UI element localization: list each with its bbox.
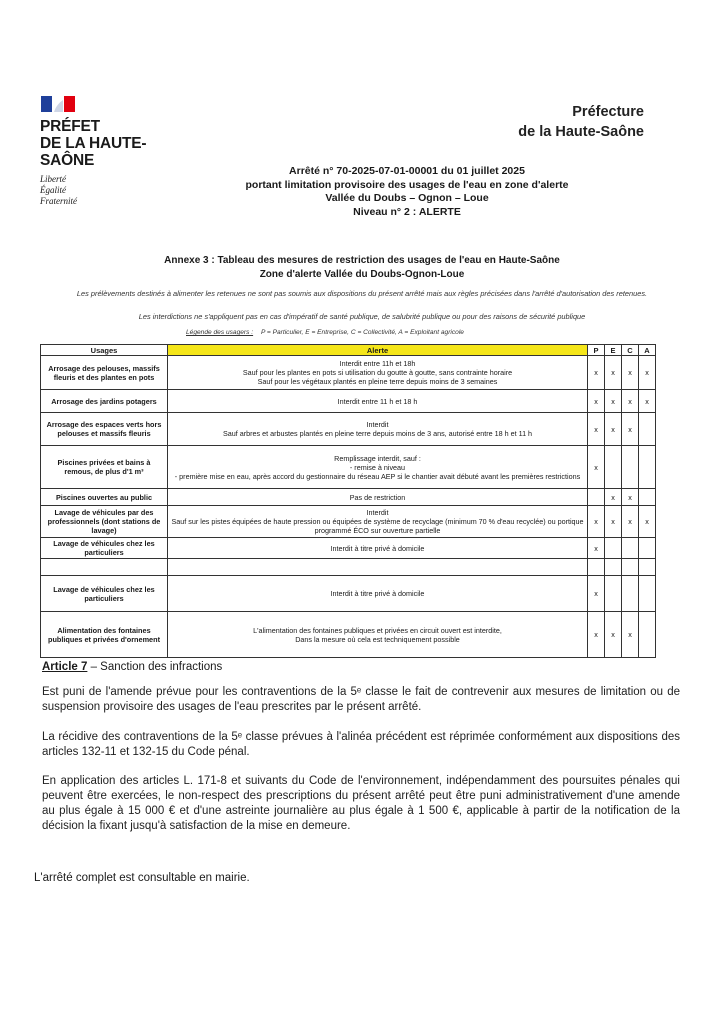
flag-c (622, 538, 639, 559)
flag-a: x (639, 390, 656, 413)
flag-c (622, 446, 639, 489)
flag-p (588, 489, 605, 506)
measure-cell: Remplissage interdit, sauf : - remise à niveau - première mise en eau, après accord du gestionnaire du réseau AEP si le chantier avait débuté avant les premières restrictions (168, 446, 588, 489)
arrete-title: Arrêté n° 70-2025-07-01-00001 du 01 juillet 2025 portant limitation provisoire des usages de l'eau en zone d'alerte Vallée du Doubs – Ognon – Loue Niveau n° 2 : ALERTE (245, 165, 569, 218)
flag-e (605, 446, 622, 489)
note-interdictions: Les interdictions ne s'appliquent pas en cas d'impératif de santé publique, de salubrité publique ou pour des raisons de sécurité publique (138, 312, 586, 321)
flag-e: x (605, 356, 622, 390)
table-row (41, 506, 656, 538)
usage-cell: Lavage de véhicules par des professionnels (dont stations de lavage) (41, 506, 168, 538)
measure-cell: Pas de restriction (168, 489, 588, 506)
flag-a: x (639, 506, 656, 538)
usage-cell: Arrosage des espaces verts hors pelouses et massifs fleuris (41, 413, 168, 446)
measure-cell: Interdit Sauf sur les pistes équipées de haute pression ou équipées de système de recyclage (minimum 70 % d'eau recyclée) ou portique programmé ÉCO sur ouverture partielle (168, 506, 588, 538)
table-header-row (41, 345, 656, 356)
header-alerte: Alerte (168, 345, 588, 356)
flag-e (605, 559, 622, 576)
usage-cell: Lavage de véhicules chez les particuliers (41, 538, 168, 559)
flag-p: x (588, 538, 605, 559)
flag-e: x (605, 390, 622, 413)
flag-e: x (605, 489, 622, 506)
flag-e: x (605, 506, 622, 538)
flag-p: x (588, 413, 605, 446)
usage-cell: Piscines ouvertes au public (41, 489, 168, 506)
measure-cell: Interdit à titre privé à domicile (168, 576, 588, 612)
republic-motto: Liberté Égalité Fraternité (40, 174, 77, 206)
flag-a (639, 413, 656, 446)
legend-title: Légende des usagers : (186, 329, 254, 336)
article-subtitle: – Sanction des infractions (87, 661, 223, 673)
usage-cell: Alimentation des fontaines publiques et privées d'ornement (41, 612, 168, 658)
flag-e: x (605, 413, 622, 446)
usage-cell: Arrosage des jardins potagers (41, 390, 168, 413)
flag-e (605, 576, 622, 612)
restrictions-table (40, 344, 656, 658)
flag-e: x (605, 612, 622, 658)
flag-a (639, 538, 656, 559)
flag-p: x (588, 612, 605, 658)
flag-a (639, 489, 656, 506)
measure-cell: Interdit Sauf arbres et arbustes plantés en pleine terre depuis moins de 3 ans, autorisé entre 18 h et 11 h (168, 413, 588, 446)
table-row (41, 612, 656, 658)
republique-flag-logo (41, 96, 75, 112)
prefecture-heading: Préfecture de la Haute-Saône (518, 104, 644, 140)
flag-a (639, 576, 656, 612)
prefet-title: PRÉFET DE LA HAUTE- SAÔNE (40, 118, 147, 169)
legend-text: P = Particulier, E = Entreprise, C = Collectivité, A = Exploitant agricole (260, 329, 464, 336)
measure-cell: Interdit à titre privé à domicile (168, 538, 588, 559)
article-heading (42, 661, 222, 673)
table-row (41, 576, 656, 612)
footer-note: L'arrêté complet est consultable en mairie. (34, 872, 250, 884)
flag-c (622, 576, 639, 612)
table-row (41, 413, 656, 446)
flag-a (639, 612, 656, 658)
flag-p: x (588, 390, 605, 413)
measure-cell: Interdit entre 11h et 18h Sauf pour les plantes en pots si utilisation du goutte à goutte, sans contrainte horaire Sauf pour les végétaux plantés en pleine terre depuis moins de 3 semaines (168, 356, 588, 390)
flag-c: x (622, 506, 639, 538)
flag-c: x (622, 390, 639, 413)
header-e: E (605, 345, 622, 356)
measure-cell: Interdit entre 11 h et 18 h (168, 390, 588, 413)
flag-a (639, 446, 656, 489)
table-row-empty (41, 559, 656, 576)
flag-c: x (622, 612, 639, 658)
flag-a (639, 559, 656, 576)
flag-p: x (588, 576, 605, 612)
article-paragraph: La récidive des contraventions de la 5ᵉ classe prévues à l'alinéa précédent est réprimée conformément aux dispositions des articles 132-11 et 132-15 du Code pénal. (42, 731, 680, 758)
measure-cell: L'alimentation des fontaines publiques et privées en circuit ouvert est interdite, Dans la mesure où cela est techniquement possible (168, 612, 588, 658)
header-a: A (639, 345, 656, 356)
usage-cell: Piscines privées et bains à remous, de plus d'1 m³ (41, 446, 168, 489)
header-p: P (588, 345, 605, 356)
flag-p: x (588, 356, 605, 390)
header-c: C (622, 345, 639, 356)
usage-cell: Arrosage des pelouses, massifs fleuris et des plantes en pots (41, 356, 168, 390)
flag-c (622, 559, 639, 576)
note-retenues: Les prélèvements destinés à alimenter les retenues ne sont pas soumis aux dispositions du présent arrêté mais aux règles précisées dans l'arrêté d'autorisation des retenues. (76, 289, 648, 298)
legend (186, 329, 464, 336)
article-number: Article 7 (42, 661, 88, 673)
flag-p: x (588, 506, 605, 538)
flag-c: x (622, 413, 639, 446)
table-row (41, 538, 656, 559)
annex-title: Annexe 3 : Tableau des mesures de restriction des usages de l'eau en Haute-Saône Zone d'alerte Vallée du Doubs-Ognon-Loue (164, 255, 560, 280)
flag-p (588, 559, 605, 576)
flag-c: x (622, 356, 639, 390)
table-row (41, 356, 656, 390)
header-usages: Usages (41, 345, 168, 356)
measure-cell (168, 559, 588, 576)
article-paragraph: Est puni de l'amende prévue pour les contraventions de la 5ᵉ classe le fait de contrevenir aux mesures de limitation ou de suspension provisoire des usages de l'eau prescrites par le présent arrêté. (42, 686, 680, 713)
table-row (41, 446, 656, 489)
table-row (41, 390, 656, 413)
flag-e (605, 538, 622, 559)
flag-a: x (639, 356, 656, 390)
flag-p: x (588, 446, 605, 489)
article-paragraph: En application des articles L. 171-8 et suivants du Code de l'environnement, indépendamment des poursuites pénales qui peuvent être exercées, le non-respect des prescriptions du présent arrêté peut être puni administrativement d'une amende au plus égale à 15 000 € et d'une astreinte journalière au plus égale à 1 500 €, applicable à partir de la notification de la décision la fixant jusqu'à satisfaction de la mise en demeure. (42, 775, 680, 832)
flag-c: x (622, 489, 639, 506)
usage-cell: Lavage de véhicules chez les particuliers (41, 576, 168, 612)
table-row (41, 489, 656, 506)
usage-cell (41, 559, 168, 576)
